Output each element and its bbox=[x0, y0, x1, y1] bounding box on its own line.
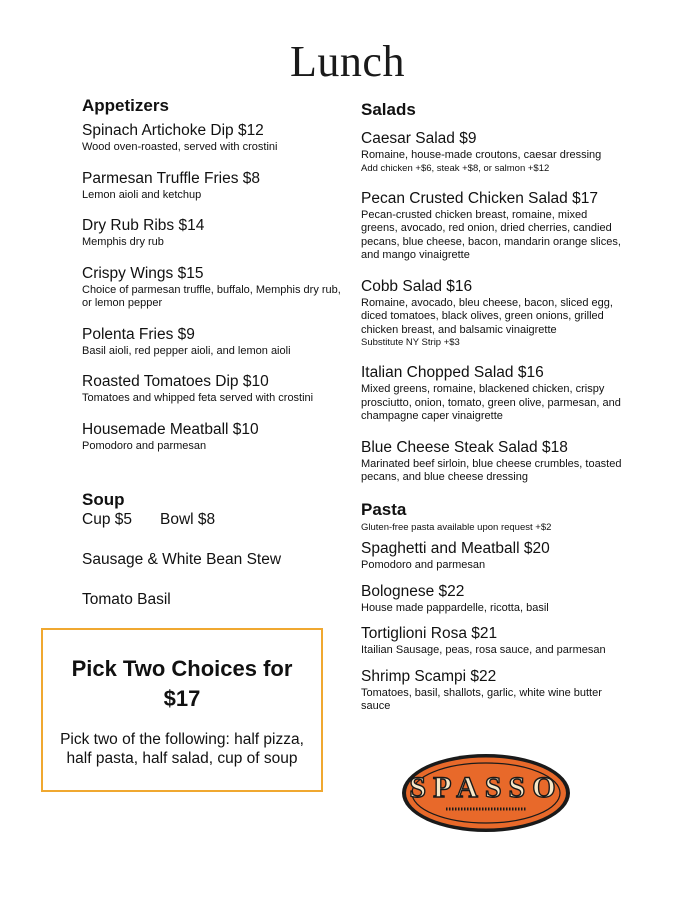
item-description: Choice of parmesan truffle, buffalo, Memphis dry rub, or lemon pepper bbox=[82, 283, 341, 309]
item-description: Memphis dry rub bbox=[82, 236, 164, 248]
item-description: Basil aioli, red pepper aioli, and lemon aioli bbox=[82, 344, 291, 357]
item-name: Caesar Salad $9 bbox=[361, 130, 477, 147]
item-name: Tortiglioni Rosa $21 bbox=[361, 625, 498, 642]
cup-price: Cup $5 bbox=[82, 511, 132, 528]
item-name: Crispy Wings $15 bbox=[82, 264, 204, 282]
pasta-section bbox=[361, 500, 626, 724]
item-description: Romaine, avocado, bleu cheese, bacon, sliced egg, diced tomatoes, black olives, green onions, grilled chicken breast, and balsamic vinaigrette bbox=[361, 296, 613, 336]
item-name: Bolognese $22 bbox=[361, 582, 465, 600]
menu-item bbox=[82, 265, 342, 311]
item-description: Romaine, house-made croutons, caesar dressing bbox=[361, 149, 602, 161]
item-description: Itailian Sausage, peas, rosa sauce, and parmesan bbox=[361, 644, 606, 656]
menu-item bbox=[361, 540, 626, 573]
menu-item bbox=[361, 439, 626, 485]
menu-item bbox=[82, 122, 342, 155]
item-note: Add chicken +$6, steak +$8, or salmon +$12 bbox=[361, 162, 550, 174]
item-name: Spinach Artichoke Dip $12 bbox=[82, 122, 264, 139]
promo-title: Pick Two Choices for $17 bbox=[71, 656, 293, 711]
item-name: Cobb Salad $16 bbox=[361, 277, 473, 295]
item-name: Polenta Fries $9 bbox=[82, 325, 195, 343]
item-name: Italian Chopped Salad $16 bbox=[361, 364, 544, 381]
item-name: Spaghetti and Meatball $20 bbox=[361, 540, 550, 557]
appetizers-heading: Appetizers bbox=[82, 96, 169, 115]
salads-section bbox=[361, 100, 626, 500]
item-description: Pecan-crusted chicken breast, romaine, mixed greens, avocado, red onion, dried cherries, candied pecans, blue cheese, bacon, mandarin orange slices, and mango vinaigrette bbox=[361, 208, 621, 261]
soup-section bbox=[82, 490, 342, 609]
menu-item bbox=[361, 278, 626, 350]
item-description: Lemon aioli and ketchup bbox=[82, 188, 202, 201]
menu-item bbox=[361, 364, 626, 424]
appetizers-section bbox=[82, 96, 342, 468]
menu-item bbox=[361, 583, 626, 616]
item-description: Wood oven-roasted, served with crostini bbox=[82, 141, 278, 153]
item-description: Pomodoro and parmesan bbox=[82, 439, 207, 452]
item-name: Blue Cheese Steak Salad $18 bbox=[361, 438, 568, 456]
menu-item bbox=[82, 217, 342, 250]
soup-item: Tomato Basil bbox=[82, 591, 171, 608]
bowl-price: Bowl $8 bbox=[159, 511, 216, 528]
item-name: Housemade Meatball $10 bbox=[82, 420, 259, 438]
logo-wordmark: SPASSO bbox=[409, 771, 563, 804]
promo-body: Pick two of the following: half pizza, half pasta, half salad, cup of soup bbox=[60, 731, 304, 767]
item-name: Roasted Tomatoes Dip $10 bbox=[82, 373, 269, 390]
pasta-heading: Pasta bbox=[361, 500, 407, 519]
item-description: Mixed greens, romaine, blackened chicken, crispy prosciutto, onion, tomato, green olive, parmesan, and champagne caper vinaigrette bbox=[361, 383, 621, 422]
item-description: Pomodoro and parmesan bbox=[361, 559, 486, 571]
item-note: Substitute NY Strip +$3 bbox=[361, 337, 460, 348]
salads-heading: Salads bbox=[361, 100, 416, 119]
pasta-note: Gluten-free pasta available upon request +$2 bbox=[361, 522, 552, 533]
item-name: Shrimp Scampi $22 bbox=[361, 667, 497, 685]
menu-item bbox=[361, 668, 626, 714]
item-description: Tomatoes, basil, shallots, garlic, white wine butter sauce bbox=[361, 686, 602, 712]
menu-item bbox=[361, 625, 626, 658]
menu-item bbox=[82, 170, 342, 203]
spasso-logo bbox=[400, 752, 572, 834]
soup-sizes bbox=[82, 511, 342, 529]
promo-box bbox=[41, 628, 323, 792]
item-description: Tomatoes and whipped feta served with crostini bbox=[82, 392, 314, 404]
menu-item bbox=[82, 326, 342, 359]
soup-heading: Soup bbox=[82, 490, 125, 509]
menu-item bbox=[82, 373, 342, 406]
item-name: Dry Rub Ribs $14 bbox=[82, 217, 205, 234]
item-description: Marinated beef sirloin, blue cheese crumbles, toasted pecans, and blue cheese dressing bbox=[361, 457, 622, 483]
menu-item bbox=[361, 190, 626, 263]
page-title: Lunch bbox=[290, 37, 405, 86]
item-description: House made pappardelle, ricotta, basil bbox=[361, 601, 549, 614]
menu-item bbox=[82, 421, 342, 454]
item-name: Pecan Crusted Chicken Salad $17 bbox=[361, 189, 598, 207]
soup-item: Sausage & White Bean Stew bbox=[82, 551, 282, 568]
item-name: Parmesan Truffle Fries $8 bbox=[82, 169, 261, 187]
menu-item bbox=[361, 130, 626, 175]
